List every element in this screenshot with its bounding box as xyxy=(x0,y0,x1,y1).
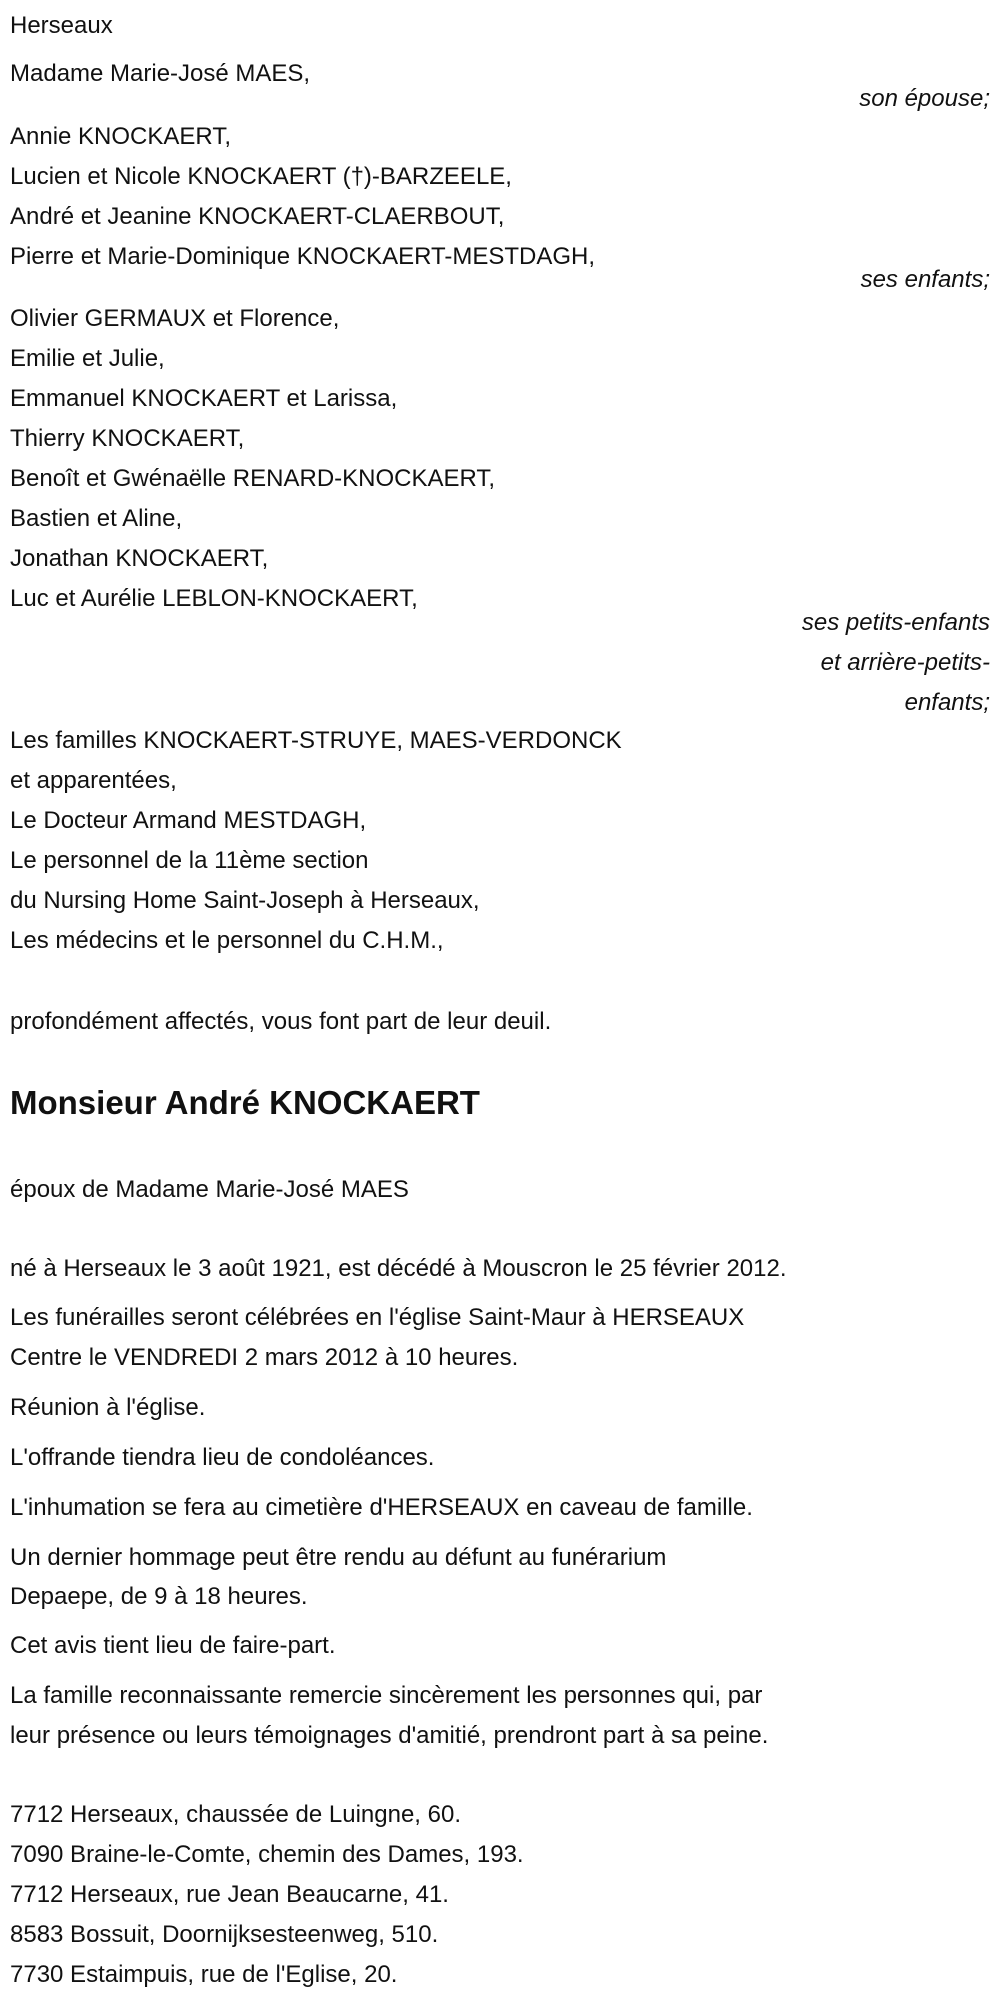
announcement: profondément affectés, vous font part de leur deuil. xyxy=(10,1008,552,1035)
spouse-of: époux de Madame Marie-José MAES xyxy=(10,1176,409,1203)
other-mourner: Le Docteur Armand MESTDAGH, xyxy=(10,807,367,834)
child-name: Pierre et Marie-Dominique KNOCKAERT-MESTDAGH, xyxy=(10,243,596,270)
grandchild-name: Jonathan KNOCKAERT, xyxy=(10,545,269,572)
grandchild-name: Emilie et Julie, xyxy=(10,345,165,372)
child-name: Annie KNOCKAERT, xyxy=(10,123,231,150)
grandchild-name: Bastien et Aline, xyxy=(10,505,183,532)
spouse-name: Madame Marie-José MAES, xyxy=(10,60,311,87)
offering-info: L'offrande tiendra lieu de condoléances. xyxy=(10,1444,435,1471)
grandchild-name: Olivier GERMAUX et Florence, xyxy=(10,305,340,332)
other-mourner: Le personnel de la 11ème section xyxy=(10,847,369,874)
location: Herseaux xyxy=(10,12,113,39)
grandchildren-role: enfants; xyxy=(904,689,990,716)
child-name: André et Jeanine KNOCKAERT-CLAERBOUT, xyxy=(10,203,505,230)
notice-info: Cet avis tient lieu de faire-part. xyxy=(10,1632,336,1659)
deceased-name: Monsieur André KNOCKAERT xyxy=(10,1084,480,1121)
other-mourner: et apparentées, xyxy=(10,767,177,794)
child-name: Lucien et Nicole KNOCKAERT (†)-BARZEELE, xyxy=(10,163,512,190)
thanks-info: leur présence ou leurs témoignages d'amitié, prendront part à sa peine. xyxy=(10,1722,769,1749)
address: 7712 Herseaux, chaussée de Luingne, 60. xyxy=(10,1801,461,1828)
other-mourner: Les médecins et le personnel du C.H.M., xyxy=(10,927,444,954)
tribute-info: Depaepe, de 9 à 18 heures. xyxy=(10,1583,308,1610)
children-role: ses enfants; xyxy=(860,266,990,293)
address: 7712 Herseaux, rue Jean Beaucarne, 41. xyxy=(10,1881,449,1908)
birth-death-info: né à Herseaux le 3 août 1921, est décédé à Mouscron le 25 février 2012. xyxy=(10,1255,787,1282)
address: 7090 Braine-le-Comte, chemin des Dames, 193. xyxy=(10,1841,524,1868)
spouse-role: son épouse; xyxy=(859,85,990,112)
grandchild-name: Emmanuel KNOCKAERT et Larissa, xyxy=(10,385,398,412)
tribute-info: Un dernier hommage peut être rendu au défunt au funérarium xyxy=(10,1544,667,1571)
grandchild-name: Benoît et Gwénaëlle RENARD-KNOCKAERT, xyxy=(10,465,496,492)
funeral-info: Centre le VENDREDI 2 mars 2012 à 10 heures. xyxy=(10,1344,519,1371)
other-mourner: Les familles KNOCKAERT-STRUYE, MAES-VERDONCK xyxy=(10,727,622,754)
meeting-info: Réunion à l'église. xyxy=(10,1394,206,1421)
grandchildren-role: ses petits-enfants xyxy=(801,609,990,636)
grandchild-name: Thierry KNOCKAERT, xyxy=(10,425,245,452)
grandchild-name: Luc et Aurélie LEBLON-KNOCKAERT, xyxy=(10,585,418,612)
grandchildren-role: et arrière-petits- xyxy=(820,649,990,676)
address: 8583 Bossuit, Doornijksesteenweg, 510. xyxy=(10,1921,439,1948)
funeral-info: Les funérailles seront célébrées en l'église Saint-Maur à HERSEAUX xyxy=(10,1304,745,1331)
other-mourner: du Nursing Home Saint-Joseph à Herseaux, xyxy=(10,887,480,914)
thanks-info: La famille reconnaissante remercie sincèrement les personnes qui, par xyxy=(10,1682,763,1709)
address: 7730 Estaimpuis, rue de l'Eglise, 20. xyxy=(10,1961,398,1988)
burial-info: L'inhumation se fera au cimetière d'HERSEAUX en caveau de famille. xyxy=(10,1494,753,1521)
